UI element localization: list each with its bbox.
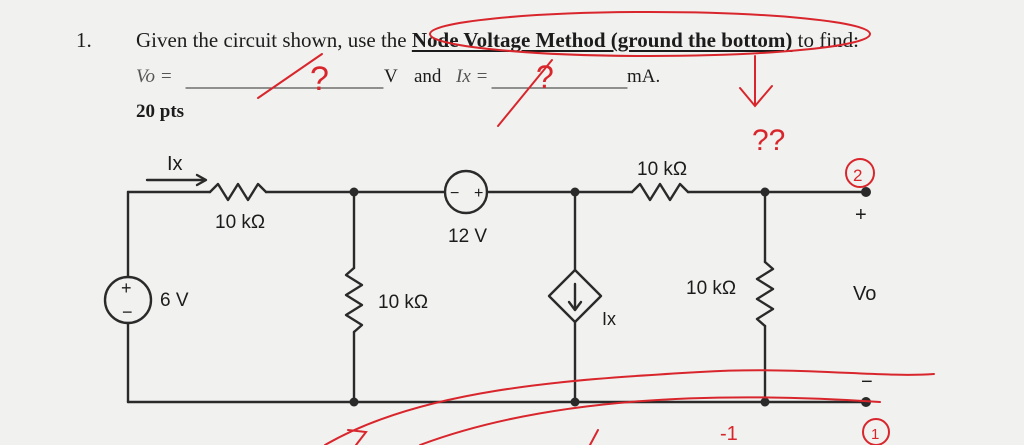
label-resistor-top-left: 10 kΩ — [215, 212, 266, 233]
node-dot — [350, 188, 359, 197]
ix-unit: mA. — [627, 66, 661, 87]
resistor-top-right — [632, 184, 688, 200]
node-1-label: 1 — [871, 426, 880, 443]
label-source-12v: 12 V — [448, 226, 488, 247]
vo-output-label: Vo — [853, 283, 877, 305]
question-mark-1: ? — [310, 60, 329, 98]
label-resistor-middle: 10 kΩ — [378, 292, 429, 313]
vo-minus-sign: − — [861, 371, 873, 393]
question-number: 1. — [76, 28, 92, 52]
points: 20 pts — [136, 101, 185, 122]
node-dot — [350, 398, 359, 407]
label-resistor-top-right: 10 kΩ — [637, 159, 688, 180]
vo-plus-sign: + — [855, 204, 867, 226]
red-tick — [590, 430, 598, 445]
vo-terminal-plus — [861, 187, 871, 197]
node-2-label: 2 — [853, 166, 863, 185]
label-dependent-source: Ix — [602, 309, 617, 329]
src12-minus-sign: − — [450, 185, 460, 202]
src12-plus-sign: + — [474, 185, 484, 202]
question-marks-right: ?? — [752, 124, 786, 157]
ix-blank-label: Ix = — [456, 66, 489, 87]
ground-curve-2 — [420, 397, 880, 445]
down-arrow — [740, 56, 772, 106]
vo-unit: V — [384, 66, 398, 87]
vo-blank-label: Vo = — [136, 66, 173, 87]
prompt-prefix: Given the circuit shown, use the — [136, 28, 412, 52]
ix-arrow-label: Ix — [167, 153, 183, 175]
method-name: Node Voltage Method (ground the bottom) — [411, 28, 793, 52]
and-word: and — [414, 66, 442, 87]
resistor-middle — [346, 268, 362, 332]
label-source-6v: 6 V — [160, 290, 189, 311]
node-dot — [761, 398, 770, 407]
resistor-right — [757, 262, 773, 326]
src6-plus-sign: + — [121, 278, 132, 298]
src6-minus-sign: − — [122, 302, 133, 322]
red-annotation-text — [310, 59, 879, 445]
resistor-top-left — [210, 184, 266, 200]
label-resistor-right: 10 kΩ — [686, 278, 737, 299]
ground-curve — [325, 370, 934, 445]
question-mark-2: ? — [536, 59, 554, 95]
method-circle — [430, 12, 870, 56]
red-annotations — [258, 12, 934, 445]
node-dot — [571, 188, 580, 197]
node-dot — [571, 398, 580, 407]
prompt-suffix: to find: — [792, 28, 859, 52]
minus-one-note: -1 — [720, 423, 738, 445]
node-dot — [761, 188, 770, 197]
